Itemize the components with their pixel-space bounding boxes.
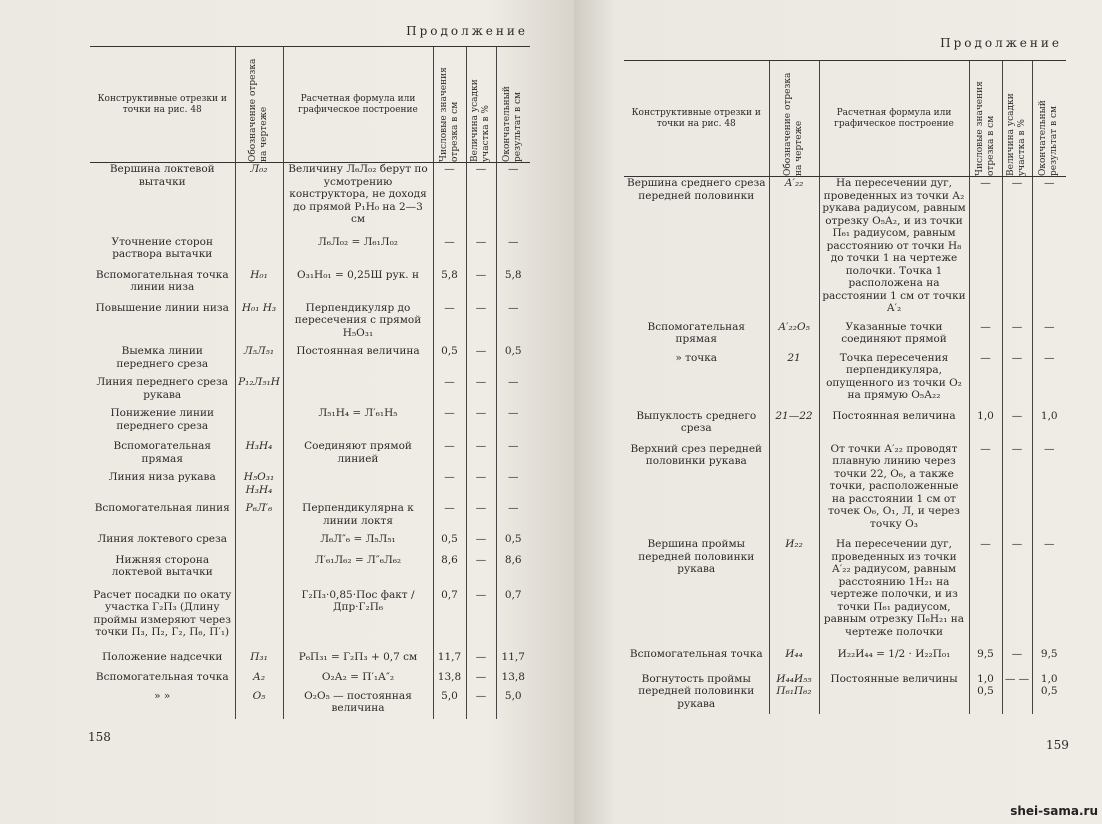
table-row	[90, 440, 530, 471]
row-name: Выпуклость среднего среза	[636, 409, 757, 434]
row-formula: О₂А₂ = П′₁А″₂	[283, 671, 433, 690]
row-value: 0,5	[433, 533, 466, 554]
continuation-label: Продолжение	[406, 24, 528, 38]
row-symbol	[235, 533, 283, 554]
table-row	[90, 533, 530, 554]
table-row	[624, 673, 1066, 715]
row-formula: Л₅₁Н₄ = Л′₆₁Н₅	[283, 407, 433, 440]
table-row	[90, 554, 530, 589]
row-value: —	[969, 177, 1002, 321]
row-shrinkage: —	[466, 533, 496, 554]
row-result: —	[1032, 538, 1066, 648]
construction-table-right	[624, 60, 1066, 714]
row-shrinkage: — —	[1002, 673, 1032, 715]
row-result: 9,5	[1032, 648, 1066, 673]
table-row	[624, 648, 1066, 673]
table-row	[90, 471, 530, 502]
page-number-right: 159	[1046, 738, 1069, 752]
row-shrinkage: —	[466, 376, 496, 407]
row-shrinkage: —	[466, 690, 496, 719]
row-value: —	[433, 376, 466, 407]
row-symbol	[769, 443, 819, 539]
row-formula: Величину Л₆Л₀₂ берут по усмотрению конструктора, не доходя до прямой Р₁Н₀ на 2—3 см	[283, 163, 433, 236]
row-name: Линия низа рукава	[108, 471, 216, 483]
row-value: —	[433, 163, 466, 236]
row-result: —	[1032, 352, 1066, 410]
row-formula: От точки А′₂₂ проводят плавную линию через точки 22, О₆, а также точки, расположенные на расстоянии 1 см от точек О₆, О₁, Л, и через точку О₃	[819, 443, 969, 539]
row-value: —	[433, 407, 466, 440]
table-row	[624, 443, 1066, 539]
row-shrinkage: —	[1002, 538, 1032, 648]
table-row	[90, 407, 530, 440]
header-col3: Расчетная формула или графическое построение	[283, 47, 433, 163]
row-value: 13,8	[433, 671, 466, 690]
header-col6	[496, 47, 530, 163]
row-name: Вогнутость проймы передней половинки рукава	[638, 672, 755, 710]
row-value: 5,8	[433, 269, 466, 302]
row-result: 1,0	[1032, 410, 1066, 443]
row-shrinkage: —	[466, 269, 496, 302]
row-symbol: Н₅О₃₁ Н₃Н₄	[235, 471, 283, 502]
row-symbol	[235, 589, 283, 651]
row-symbol: П₃₁	[235, 651, 283, 672]
row-symbol: Н₀₁	[235, 269, 283, 302]
row-shrinkage: —	[1002, 648, 1032, 673]
row-formula	[283, 471, 433, 502]
header-col2-text: Обозначение отрезка на чертеже	[783, 72, 804, 176]
row-value: 8,6	[433, 554, 466, 589]
row-symbol: А′₂₂О₅	[769, 321, 819, 352]
row-name: Вершина проймы передней половинки рукава	[638, 538, 755, 575]
row-result: 5,0	[496, 690, 530, 719]
row-name: Вершина локтевой вытачки	[109, 163, 215, 188]
row-shrinkage: —	[466, 345, 496, 376]
header-col6-text: Окончательный результат в см	[1038, 100, 1060, 176]
row-name: Вершина среднего среза передней половинки	[627, 177, 766, 202]
row-value: 1,0	[969, 410, 1002, 443]
row-value: —	[433, 502, 466, 533]
table-row	[90, 502, 530, 533]
row-name: Линия переднего среза рукава	[96, 376, 228, 401]
row-shrinkage: —	[466, 471, 496, 502]
row-result: 1,0 0,5	[1032, 673, 1066, 715]
table-row	[624, 538, 1066, 648]
row-name: Уточнение сторон раствора вытачки	[111, 235, 213, 260]
row-value: 5,0	[433, 690, 466, 719]
row-formula: Л₆Л″₆ = Л₅Л₅₁	[283, 533, 433, 554]
table-header-row	[90, 47, 530, 163]
row-result: —	[496, 302, 530, 346]
row-name: » точка	[675, 351, 718, 364]
row-symbol	[235, 554, 283, 589]
row-formula: О₂О₅ — постоянная величина	[283, 690, 433, 719]
row-shrinkage: —	[466, 502, 496, 533]
row-shrinkage: —	[466, 651, 496, 672]
row-formula: Перпендикуляр до пересечения с прямой Н₅О₃₁	[283, 302, 433, 346]
row-shrinkage: —	[466, 163, 496, 236]
row-shrinkage: —	[1002, 410, 1032, 443]
row-formula: И₂₂И₄₄ = 1/2 · И₂₂П₀₁	[819, 648, 969, 673]
row-formula: На пересечении дуг, проведенных из точки А′₂₂ радиусом, равным расстоянию 1Н₂₁ на чертеже полочки, и из точки П₆₁ радиусом, равным отрезку П₆Н₂₁ на чертеже полочки	[819, 538, 969, 648]
row-result: 0,7	[496, 589, 530, 651]
row-name: Вспомогательная прямая	[113, 440, 211, 465]
row-value: —	[969, 352, 1002, 410]
header-col5	[1002, 61, 1032, 177]
header-col4-text: Числовые значения отрезка в см	[974, 81, 996, 176]
table-row	[90, 651, 530, 672]
page-number-left: 158	[88, 730, 111, 744]
row-shrinkage: —	[466, 671, 496, 690]
row-name: Выемка линии переднего среза	[116, 345, 209, 370]
row-symbol: А₂	[235, 671, 283, 690]
right-page	[574, 0, 1102, 824]
table-row	[90, 671, 530, 690]
row-result: 8,6	[496, 554, 530, 589]
row-value: —	[433, 302, 466, 346]
row-shrinkage: —	[466, 302, 496, 346]
row-shrinkage: —	[466, 589, 496, 651]
row-result: 13,8	[496, 671, 530, 690]
header-col3: Расчетная формула или графическое построение	[819, 61, 969, 177]
row-result: —	[496, 407, 530, 440]
row-name: Положение надсечки	[102, 650, 223, 663]
row-shrinkage: —	[1002, 352, 1032, 410]
header-col5	[466, 47, 496, 163]
header-col1: Конструктивные отрезки и точки на рис. 48	[90, 47, 235, 163]
row-name: Вспомогательная точка	[629, 648, 763, 660]
row-value: 11,7	[433, 651, 466, 672]
row-symbol: И₄₄	[769, 648, 819, 673]
row-result: 0,5	[496, 533, 530, 554]
row-symbol: И₂₂	[769, 538, 819, 648]
row-result: —	[1032, 321, 1066, 352]
row-symbol: О₅	[235, 690, 283, 719]
row-formula: Перпендикулярна к линии локтя	[283, 502, 433, 533]
row-result: —	[1032, 177, 1066, 321]
row-name: Вспомогательная точка линии низа	[95, 268, 229, 293]
row-name: Вспомогательная прямая	[647, 320, 745, 345]
row-formula: О₃₁Н₀₁ = 0,25Ш рук. н	[283, 269, 433, 302]
row-shrinkage: —	[1002, 443, 1032, 539]
row-symbol	[235, 236, 283, 269]
construction-table-left	[90, 46, 530, 719]
row-name: Вспомогательная линия	[94, 502, 230, 514]
row-formula: Указанные точки соединяют прямой	[819, 321, 969, 352]
row-shrinkage: —	[1002, 177, 1032, 321]
header-col2	[235, 47, 283, 163]
row-formula: Постоянная величина	[819, 410, 969, 443]
row-value: —	[433, 440, 466, 471]
continuation-label: Продолжение	[940, 36, 1062, 50]
row-formula: Постоянная величина	[283, 345, 433, 376]
row-symbol: И₄₄И₅₅ П₆₁П₆₂	[769, 673, 819, 715]
table-row	[90, 269, 530, 302]
row-name: Верхний срез передней половинки рукава	[630, 442, 763, 467]
header-col1: Конструктивные отрезки и точки на рис. 48	[624, 61, 769, 177]
row-formula: Г₂П₃·0,85·Пос факт / Дпр·Г₂П₆	[283, 589, 433, 651]
row-formula: На пересечении дуг, проведенных из точки А₂ рукава радиусом, равным отрезку О₅А₂, и из точки П₆₁ радиусом, равным расстоянию от точки Н₈ до точки 1 на чертеже полочки. Точка 1 расположена на расстоянии 1 см от точки А′₂	[819, 177, 969, 321]
row-value: —	[433, 236, 466, 269]
row-symbol: Н₀₁ Н₃	[235, 302, 283, 346]
row-shrinkage: —	[1002, 321, 1032, 352]
row-result: —	[496, 376, 530, 407]
row-name: Расчет посадки по окату участка Г₂П₃ (Длину проймы измеряют через точки П₃, П₂, Г₂, П₆, П′₁)	[93, 588, 232, 638]
row-shrinkage: —	[466, 407, 496, 440]
row-result: 5,8	[496, 269, 530, 302]
row-symbol: 21—22	[769, 410, 819, 443]
row-formula: Л₆Л₀₂ = Л₆₁Л₀₂	[283, 236, 433, 269]
row-symbol: Н₃Н₄	[235, 440, 283, 471]
header-col4-text: Числовые значения отрезка в см	[438, 67, 460, 162]
table-row	[90, 690, 530, 719]
row-symbol: Р₆Л′₆	[235, 502, 283, 533]
row-result: 11,7	[496, 651, 530, 672]
row-shrinkage: —	[466, 236, 496, 269]
table-header-row	[624, 61, 1066, 177]
row-symbol: Л₀₂	[235, 163, 283, 236]
table-row	[90, 302, 530, 346]
header-col6	[1032, 61, 1066, 177]
row-formula	[283, 376, 433, 407]
row-formula: Постоянные величины	[819, 673, 969, 715]
row-value: —	[969, 443, 1002, 539]
header-col5-text: Величина усадки участка в %	[470, 79, 491, 162]
watermark: shei-sama.ru	[1010, 804, 1098, 818]
row-value: —	[969, 538, 1002, 648]
header-col6-text: Окончательный результат в см	[502, 86, 524, 162]
row-formula: Точка пересечения перпендикуляра, опущенного из точки О₂ на прямую О₅А₂₂	[819, 352, 969, 410]
row-result: —	[1032, 443, 1066, 539]
table-row	[90, 236, 530, 269]
table-row	[90, 345, 530, 376]
row-result: —	[496, 163, 530, 236]
row-name: Вспомогательная точка	[95, 671, 229, 683]
row-value: 0,7	[433, 589, 466, 651]
row-symbol: 21	[769, 352, 819, 410]
row-result: 0,5	[496, 345, 530, 376]
row-result: —	[496, 236, 530, 269]
row-formula: Р₆П₃₁ = Г₂П₃ + 0,7 см	[283, 651, 433, 672]
row-value: 9,5	[969, 648, 1002, 673]
row-name: » »	[154, 689, 171, 702]
header-col2	[769, 61, 819, 177]
row-shrinkage: —	[466, 554, 496, 589]
row-name: Нижняя сторона локтевой вытачки	[111, 553, 213, 578]
table-body-right	[624, 177, 1066, 715]
row-result: —	[496, 471, 530, 502]
row-name: Повышение линии низа	[95, 301, 229, 314]
row-symbol: Л₅Л₅₁	[235, 345, 283, 376]
row-result: —	[496, 440, 530, 471]
row-result: —	[496, 502, 530, 533]
table-row	[90, 589, 530, 651]
row-name: Понижение линии переднего среза	[110, 407, 215, 432]
row-symbol: А′₂₂	[769, 177, 819, 321]
table-body-left	[90, 163, 530, 719]
table-row	[90, 163, 530, 236]
row-value: 0,5	[433, 345, 466, 376]
table-row	[624, 177, 1066, 321]
row-value: —	[433, 471, 466, 502]
row-formula: Соединяют прямой линией	[283, 440, 433, 471]
row-symbol: Р₁₂Л₅₁Н	[235, 376, 283, 407]
row-value: 1,0 0,5	[969, 673, 1002, 715]
row-shrinkage: —	[466, 440, 496, 471]
row-symbol	[235, 407, 283, 440]
header-col4	[969, 61, 1002, 177]
header-col4	[433, 47, 466, 163]
table-row	[90, 376, 530, 407]
row-name: Линия локтевого среза	[97, 533, 227, 545]
row-value: —	[969, 321, 1002, 352]
header-col5-text: Величина усадки участка в %	[1006, 93, 1027, 176]
row-formula: Л′₆₁Л₆₂ = Л″₆Л₆₂	[283, 554, 433, 589]
header-col2-text: Обозначение отрезка на чертеже	[248, 58, 269, 162]
table-row	[624, 410, 1066, 443]
table-row	[624, 352, 1066, 410]
table-row	[624, 321, 1066, 352]
